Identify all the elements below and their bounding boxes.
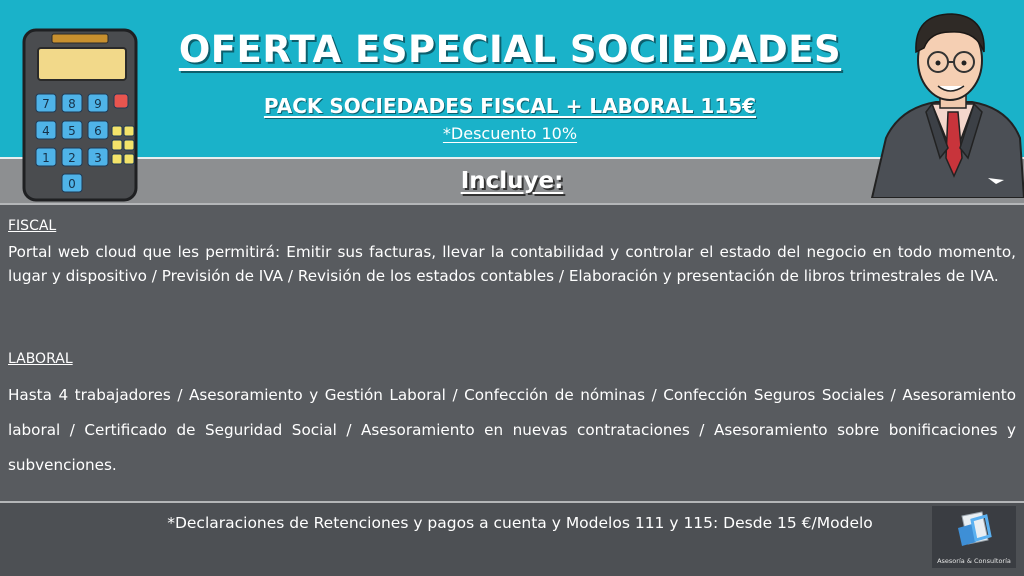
- calc-key-5: 5: [68, 124, 76, 138]
- page-title: OFERTA ESPECIAL SOCIEDADES: [178, 28, 842, 71]
- calc-key-7: 7: [42, 97, 50, 111]
- footer-note: *Declaraciones de Retenciones y pagos a cuenta y Modelos 111 y 115: Desde 15 €/Modelo: [167, 514, 873, 532]
- laboral-section-label: LABORAL: [8, 351, 73, 367]
- logo-mark-icon: [932, 506, 1016, 552]
- discount-note: *Descuento 10%: [442, 124, 578, 143]
- fiscal-description: Portal web cloud que les permitirá: Emitir sus facturas, llevar la contabilidad y controlar el estado del negocio en todo momento, lugar y dispositivo / Previsión de IVA / Revisión de los estados contables / Elaboración y presentación de libros trimestrales de IVA.: [8, 243, 1016, 285]
- calc-key-2: 2: [68, 151, 76, 165]
- company-logo: [932, 506, 1016, 568]
- calc-key-3: 3: [94, 151, 102, 165]
- calc-key-4: 4: [42, 124, 50, 138]
- calc-key-9: 9: [94, 97, 102, 111]
- fiscal-section-label: FISCAL: [8, 218, 57, 234]
- calc-key-6: 6: [94, 124, 102, 138]
- businessman-illustration: [870, 8, 1024, 198]
- pack-subtitle: PACK SOCIEDADES FISCAL + LABORAL 115€: [263, 94, 757, 118]
- includes-heading: Incluye:: [460, 168, 564, 194]
- laboral-description: Hasta 4 trabajadores / Asesoramiento y Gestión Laboral / Confección de nóminas / Confección Seguros Sociales / Asesoramiento laboral / Certificado de Seguridad Social / Asesoramiento en nuevas contrataciones / Asesoramiento sobre bonificaciones y subvenciones.: [8, 386, 1016, 474]
- calc-key-8: 8: [68, 97, 76, 111]
- calc-key-0: 0: [68, 177, 76, 191]
- calc-key-1: 1: [42, 151, 50, 165]
- calculator-illustration: [20, 28, 140, 204]
- logo-caption: Asesoría & Consultoría: [937, 557, 1011, 565]
